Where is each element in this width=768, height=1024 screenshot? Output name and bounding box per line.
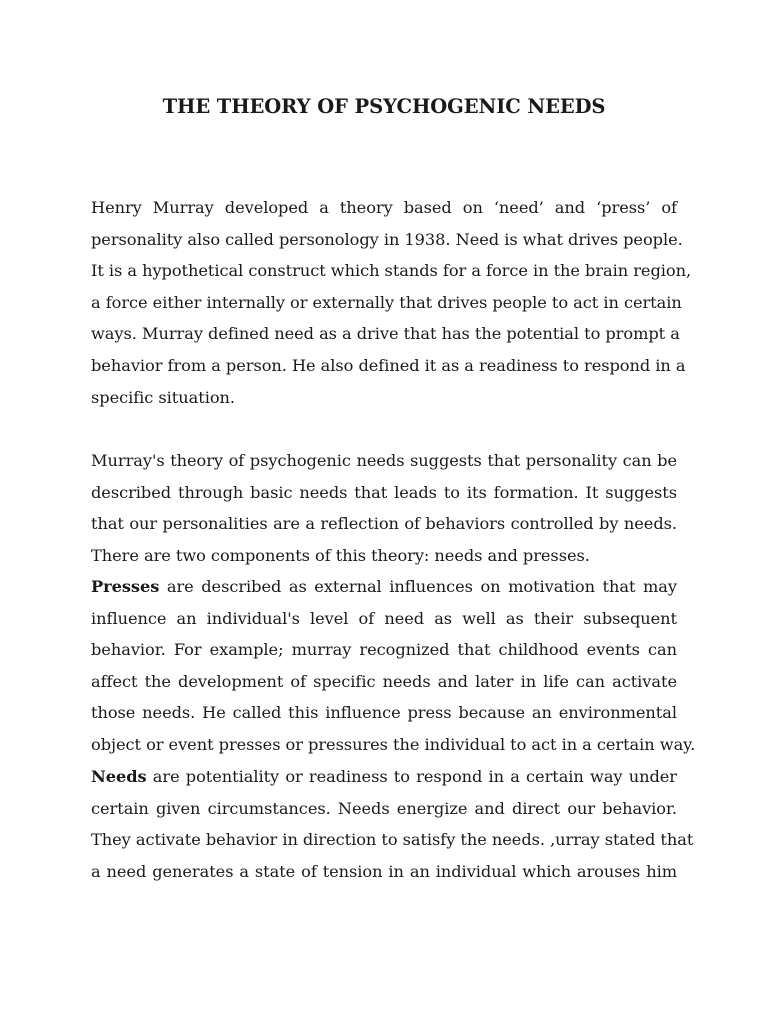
text-line: described through basic needs that leads to its formation. It suggests bbox=[91, 482, 677, 502]
document-title: THE THEORY OF PSYCHOGENIC NEEDS bbox=[162, 95, 606, 118]
text-line bbox=[91, 571, 677, 603]
needs-term: Needs bbox=[91, 767, 147, 786]
text-line: They activate behavior in direction to satisfy the needs. ,urray stated that bbox=[91, 830, 694, 850]
text-line: a need generates a state of tension in an individual which arouses him bbox=[91, 861, 677, 881]
text-line: ways. Murray defined need as a drive that has the potential to prompt a bbox=[91, 324, 680, 344]
text-line bbox=[91, 761, 677, 793]
paragraph-intro bbox=[91, 192, 692, 413]
presses-first-line: are described as external influences on motivation that may bbox=[159, 577, 677, 596]
text-line: It is a hypothetical construct which stands for a force in the brain region, bbox=[91, 261, 692, 281]
presses-term: Presses bbox=[91, 577, 160, 596]
paragraph-theory bbox=[91, 445, 677, 571]
text-line: a force either internally or externally that drives people to act in certain bbox=[91, 292, 682, 312]
paragraph-presses bbox=[91, 571, 696, 761]
text-line: that our personalities are a reflection of behaviors controlled by needs. bbox=[91, 514, 677, 534]
text-line: those needs. He called this influence press because an environmental bbox=[91, 703, 677, 723]
text-line: Murray's theory of psychogenic needs suggests that personality can be bbox=[91, 451, 677, 470]
text-line: influence an individual's level of need as well as their subsequent bbox=[91, 608, 677, 628]
text-line: specific situation. bbox=[91, 387, 235, 407]
text-line: Henry Murray developed a theory based on ‘need’ and ‘press’ of bbox=[91, 198, 677, 217]
text-line: behavior. For example; murray recognized that childhood events can bbox=[91, 640, 677, 660]
paragraph-needs bbox=[91, 761, 694, 887]
text-line: object or event presses or pressures the individual to act in a certain way. bbox=[91, 734, 696, 754]
text-line: behavior from a person. He also defined it as a readiness to respond in a bbox=[91, 355, 686, 375]
needs-first-line: are potentiality or readiness to respond in a certain way under bbox=[146, 767, 677, 786]
text-line: personality also called personology in 1938. Need is what drives people. bbox=[91, 229, 683, 249]
text-line: certain given circumstances. Needs energize and direct our behavior. bbox=[91, 798, 677, 818]
text-line: There are two components of this theory: needs and presses. bbox=[91, 545, 590, 565]
text-line: affect the development of specific needs and later in life can activate bbox=[91, 671, 677, 691]
